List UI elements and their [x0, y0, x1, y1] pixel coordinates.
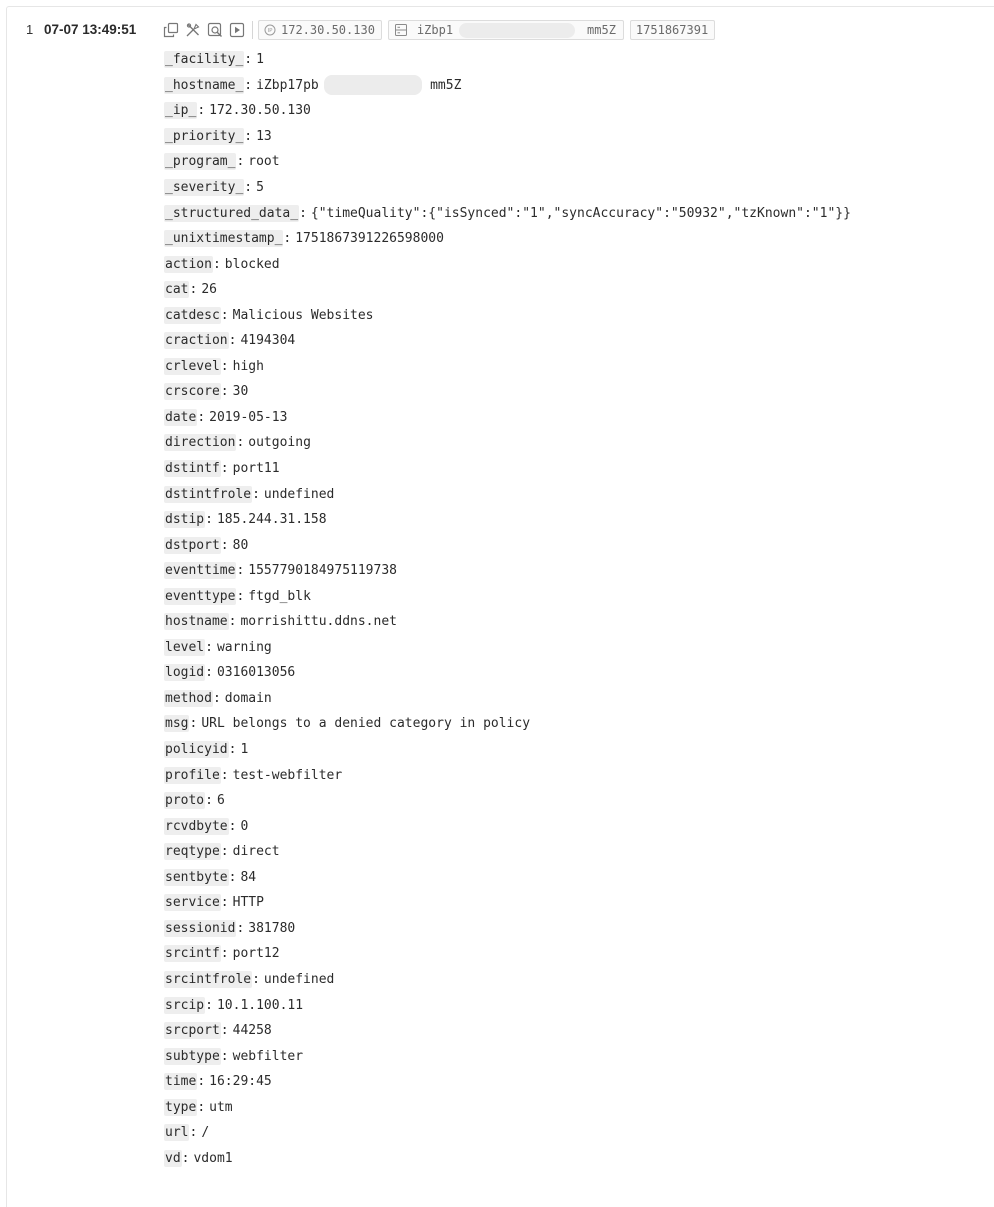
field-value[interactable]: 10.1.100.11 [216, 997, 304, 1013]
field-row [164, 686, 994, 712]
row-timestamp: 07-07 13:49:51 [44, 22, 137, 37]
field-row [164, 762, 994, 788]
field-row [164, 328, 994, 354]
field-row [164, 47, 994, 73]
field-value[interactable]: root [248, 154, 280, 170]
field-separator: : [205, 665, 213, 681]
copy-icon[interactable] [162, 21, 180, 39]
field-key[interactable]: _severity_ [165, 180, 244, 195]
field-key[interactable]: reqtype [165, 844, 220, 860]
field-row [164, 226, 994, 252]
field-key[interactable]: policyid [165, 742, 228, 758]
field-value-prefix: iZbp17pb [256, 77, 319, 93]
field-value[interactable]: morrishittu.ddns.net [240, 614, 397, 630]
host-tag-suffix: mm5Z [587, 23, 616, 37]
field-value[interactable]: 172.30.50.130 [209, 103, 311, 119]
field-row [164, 532, 994, 558]
field-row [164, 430, 994, 456]
field-value[interactable]: 1751867391226598000 [295, 231, 444, 247]
field-row [164, 98, 994, 124]
log-entry-header [0, 19, 994, 43]
field-separator: : [205, 639, 213, 655]
field-key[interactable]: crscore [165, 384, 220, 400]
field-separator: : [189, 1125, 198, 1141]
field-value[interactable]: port11 [232, 461, 280, 477]
field-key[interactable]: srcport [165, 1023, 220, 1039]
field-separator: : [220, 1023, 229, 1039]
field-row [164, 1043, 994, 1069]
field-row [164, 839, 994, 865]
redacted-area [459, 23, 575, 38]
field-separator: : [189, 282, 198, 298]
field-value[interactable]: 381780 [248, 920, 296, 936]
field-value[interactable]: 185.244.31.158 [216, 512, 327, 528]
field-value[interactable]: Malicious Websites [232, 307, 374, 323]
field-separator: : [220, 844, 229, 860]
field-value[interactable]: utm [209, 1099, 233, 1115]
server-icon [395, 24, 407, 36]
field-row [164, 405, 994, 431]
field-row [164, 507, 994, 533]
row-toolbar [162, 20, 721, 40]
field-key[interactable]: srcintfrole [165, 971, 252, 987]
field-key[interactable]: dstintfrole [165, 486, 252, 502]
field-key[interactable]: time [165, 1074, 197, 1090]
field-row [164, 813, 994, 839]
field-row [164, 1120, 994, 1146]
field-separator: : [197, 1099, 206, 1115]
field-separator: : [212, 690, 221, 706]
field-row [164, 865, 994, 891]
field-value[interactable]: 13 [256, 128, 272, 144]
field-key[interactable]: _structured_data_ [165, 205, 299, 221]
field-value[interactable]: outgoing [248, 435, 311, 451]
field-row [164, 609, 994, 635]
field-key[interactable]: rcvdbyte [165, 818, 228, 834]
field-row [164, 1146, 994, 1172]
ip-icon [264, 24, 276, 36]
field-separator: : [220, 358, 229, 374]
field-value[interactable]: 80 [232, 537, 249, 553]
field-key[interactable]: _hostname_ [165, 77, 244, 93]
field-separator: : [236, 435, 245, 451]
timestamp-tag-label: 1751867391 [635, 23, 709, 37]
field-row [164, 941, 994, 967]
field-separator: : [220, 384, 229, 400]
field-separator: : [220, 895, 229, 911]
field-value[interactable]: test-webfilter [232, 767, 343, 783]
tools-icon[interactable] [184, 21, 202, 39]
field-value[interactable]: warning [216, 639, 272, 655]
field-value[interactable]: / [201, 1125, 210, 1141]
field-key[interactable]: hostname [165, 614, 228, 630]
field-separator: : [197, 409, 206, 425]
field-key[interactable]: subtype [165, 1048, 220, 1064]
field-key[interactable]: _ip_ [165, 103, 197, 119]
field-row [164, 73, 994, 99]
field-value[interactable]: undefined [263, 486, 335, 502]
field-separator: : [189, 716, 198, 732]
field-separator: : [228, 614, 237, 630]
field-row [164, 379, 994, 405]
field-separator: : [228, 742, 237, 758]
field-key[interactable]: url [165, 1125, 189, 1141]
field-key[interactable]: dstport [165, 537, 220, 553]
field-value-suffix: mm5Z [430, 77, 462, 93]
field-row [164, 635, 994, 661]
field-value[interactable]: {"timeQuality":{"isSynced":"1","syncAccuracy":"50932","tzKnown":"1"}} [310, 205, 851, 221]
field-separator: : [236, 154, 245, 170]
field-separator: : [244, 180, 253, 195]
toolbar-divider [252, 21, 253, 39]
field-row [164, 200, 994, 226]
field-value[interactable]: 1 [240, 742, 249, 758]
field-value[interactable]: domain [224, 690, 272, 706]
field-value[interactable] [256, 77, 462, 94]
field-row [164, 124, 994, 150]
host-tag-prefix: iZbp1 [416, 23, 454, 37]
field-key[interactable]: cat [165, 282, 189, 298]
field-row [164, 302, 994, 328]
field-value[interactable]: 84 [240, 869, 257, 885]
field-value[interactable]: webfilter [232, 1048, 304, 1064]
ip-tag-label: 172.30.50.130 [281, 23, 375, 37]
field-row [164, 1069, 994, 1095]
field-key[interactable]: catdesc [165, 307, 220, 323]
field-key[interactable]: service [165, 895, 220, 911]
field-separator: : [252, 971, 260, 987]
field-key[interactable]: crlevel [165, 358, 220, 374]
field-value[interactable]: undefined [263, 971, 335, 987]
field-row [164, 149, 994, 175]
field-key[interactable]: profile [165, 767, 220, 783]
field-row [164, 251, 994, 277]
field-key[interactable]: direction [165, 435, 236, 451]
field-key[interactable]: date [165, 409, 197, 425]
field-key[interactable]: method [165, 690, 212, 706]
field-separator: : [228, 818, 237, 834]
field-separator: : [283, 231, 292, 247]
field-key[interactable]: _priority_ [165, 128, 244, 144]
field-key[interactable]: type [165, 1099, 197, 1115]
field-value[interactable]: 5 [256, 180, 264, 195]
field-row [164, 890, 994, 916]
field-key[interactable]: srcintf [165, 946, 220, 962]
field-separator: : [220, 537, 229, 553]
search-context-icon[interactable] [206, 21, 224, 39]
field-row [164, 354, 994, 380]
field-separator: : [244, 128, 253, 144]
field-separator: : [220, 767, 229, 783]
field-value[interactable]: HTTP [232, 895, 264, 911]
field-key[interactable]: _facility_ [165, 52, 244, 68]
field-row [164, 967, 994, 993]
field-separator: : [244, 52, 253, 68]
field-value[interactable]: high [232, 358, 264, 374]
field-separator: : [197, 1074, 206, 1090]
field-value[interactable]: direct [232, 844, 280, 860]
field-separator: : [252, 486, 260, 502]
play-icon[interactable] [228, 21, 246, 39]
field-key[interactable]: eventtime [165, 563, 236, 579]
field-key[interactable]: dstintf [165, 461, 220, 477]
field-list [164, 47, 994, 1171]
field-key[interactable]: craction [165, 333, 228, 349]
field-row [164, 558, 994, 584]
field-separator: : [236, 920, 245, 936]
field-row [164, 277, 994, 303]
svg-text:IP: IP [267, 28, 273, 35]
field-row [164, 737, 994, 763]
field-value[interactable]: blocked [224, 256, 280, 272]
field-row [164, 1094, 994, 1120]
field-separator: : [220, 461, 229, 477]
field-separator: : [244, 77, 253, 93]
field-separator: : [205, 997, 213, 1013]
field-value[interactable]: 0316013056 [216, 665, 296, 681]
field-separator: : [220, 946, 229, 962]
redacted-area [324, 75, 422, 95]
field-row [164, 583, 994, 609]
field-value[interactable]: 2019-05-13 [209, 409, 288, 425]
field-separator: : [220, 1048, 229, 1064]
field-value[interactable]: ftgd_blk [248, 588, 311, 604]
field-row [164, 1018, 994, 1044]
field-row [164, 788, 994, 814]
field-value[interactable]: 0 [240, 818, 249, 834]
field-separator: : [236, 563, 245, 579]
field-key[interactable]: sentbyte [165, 869, 228, 885]
field-key[interactable]: logid [165, 665, 205, 681]
timestamp-tag[interactable] [630, 20, 715, 40]
field-separator: : [228, 869, 237, 885]
field-separator: : [220, 307, 229, 323]
field-separator: : [181, 1150, 190, 1166]
field-key[interactable]: dstip [165, 512, 205, 528]
host-tag[interactable] [388, 20, 624, 40]
field-key[interactable]: msg [165, 716, 189, 732]
row-index: 1 [26, 22, 34, 37]
field-row [164, 992, 994, 1018]
field-separator: : [205, 793, 213, 809]
field-row [164, 916, 994, 942]
field-key[interactable]: _unixtimestamp_ [165, 231, 283, 247]
field-row [164, 175, 994, 201]
field-row [164, 456, 994, 482]
field-value[interactable]: vdom1 [193, 1150, 233, 1166]
field-row [164, 660, 994, 686]
field-row [164, 481, 994, 507]
field-key[interactable]: action [165, 256, 212, 272]
field-key[interactable]: proto [165, 793, 205, 809]
field-value[interactable]: port12 [232, 946, 280, 962]
field-value[interactable]: 1 [256, 52, 264, 68]
field-separator: : [205, 512, 213, 528]
field-separator: : [228, 333, 237, 349]
field-key[interactable]: srcip [165, 997, 205, 1013]
field-key[interactable]: eventtype [165, 588, 236, 604]
field-row [164, 711, 994, 737]
field-value[interactable]: URL belongs to a denied category in policy [201, 716, 531, 732]
field-key[interactable]: sessionid [165, 920, 236, 936]
field-key[interactable]: vd [165, 1150, 181, 1166]
field-value[interactable]: 44258 [232, 1023, 272, 1039]
field-key[interactable]: level [165, 639, 205, 655]
field-value[interactable]: 16:29:45 [209, 1074, 272, 1090]
field-value[interactable]: 6 [216, 793, 225, 809]
field-key[interactable]: _program_ [165, 154, 236, 170]
field-separator: : [299, 205, 307, 221]
field-separator: : [197, 103, 206, 119]
field-value[interactable]: 4194304 [240, 333, 296, 349]
field-value[interactable]: 26 [201, 282, 217, 298]
ip-tag[interactable] [258, 20, 382, 40]
field-separator: : [212, 256, 221, 272]
field-value[interactable]: 30 [232, 384, 249, 400]
field-value[interactable]: 1557790184975119738 [248, 563, 397, 579]
field-separator: : [236, 588, 245, 604]
